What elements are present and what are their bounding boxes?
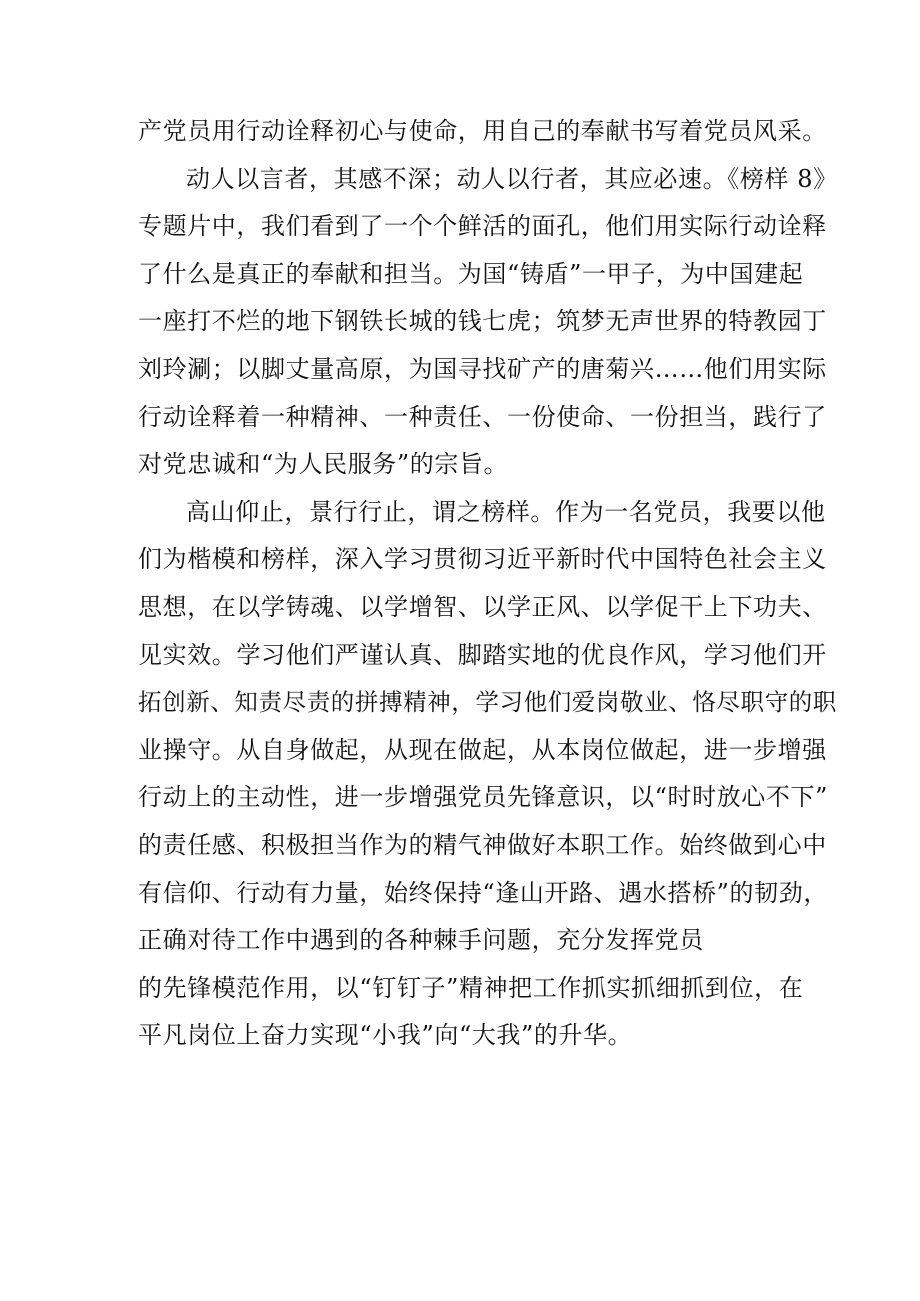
text-line: 行动诠释着一种精神、一种责任、一份使命、一份担当，践行了 [138, 402, 827, 431]
text-line: 了什么是真正的奉献和担当。为国“铸盾”一甲子，为中国建起 [138, 259, 804, 288]
text-line: 的先锋模范作用，以“钉钉子”精神把工作抓实抓细抓到位，在 [138, 973, 804, 1002]
text-line: 专题片中，我们看到了一个个鲜活的面孔，他们用实际行动诠释 [138, 212, 827, 241]
body-text [138, 108, 838, 1060]
text-line: 正确对待工作中遇到的各种棘手问题，充分发挥党员 [138, 926, 704, 955]
paragraph-start-line: 高山仰止，景行行止，谓之榜样。作为一名党员，我要以他 [186, 497, 826, 526]
text-line: 的责任感、积极担当作为的精气神做好本职工作。始终做到心中 [138, 830, 827, 859]
text-line: 拓创新、知责尽责的拼搏精神，学习他们爱岗敬业、恪尽职守的职 [138, 688, 837, 717]
text-line: 有信仰、行动有力量，始终保持“逢山开路、遇水搭桥”的韧劲， [138, 878, 828, 907]
text-line: 刘玲涮；以脚丈量高原，为国寻找矿产的唐菊兴……他们用实际 [138, 354, 827, 383]
text-line: 思想，在以学铸魂、以学增智、以学正风、以学促干上下功夫、 [138, 592, 827, 621]
text-line: 一座打不烂的地下钢铁长城的钱七虎；筑梦无声世界的特教园丁 [138, 307, 827, 336]
text-line: 见实效。学习他们严谨认真、脚踏实地的优良作风，学习他们开 [138, 640, 827, 669]
text-line: 业操守。从自身做起，从现在做起，从本岗位做起，进一步增强 [138, 735, 827, 764]
text-line: 们为楷模和榜样，深入学习贯彻习近平新时代中国特色社会主义 [138, 545, 827, 574]
text-line: 平凡岗位上奋力实现“小我”向“大我”的升华。 [138, 1021, 633, 1050]
text-line: 对党忠诚和“为人民服务”的宗旨。 [138, 450, 509, 479]
text-line: 行动上的主动性，进一步增强党员先锋意识，以“时时放心不下” [138, 783, 828, 812]
text-line: 产党员用行动诠释初心与使命，用自己的奉献书写着党员风采。 [138, 117, 827, 145]
paragraph-start-line: 动人以言者，其感不深；动人以行者，其应必速。《榜样 8》 [186, 164, 838, 193]
